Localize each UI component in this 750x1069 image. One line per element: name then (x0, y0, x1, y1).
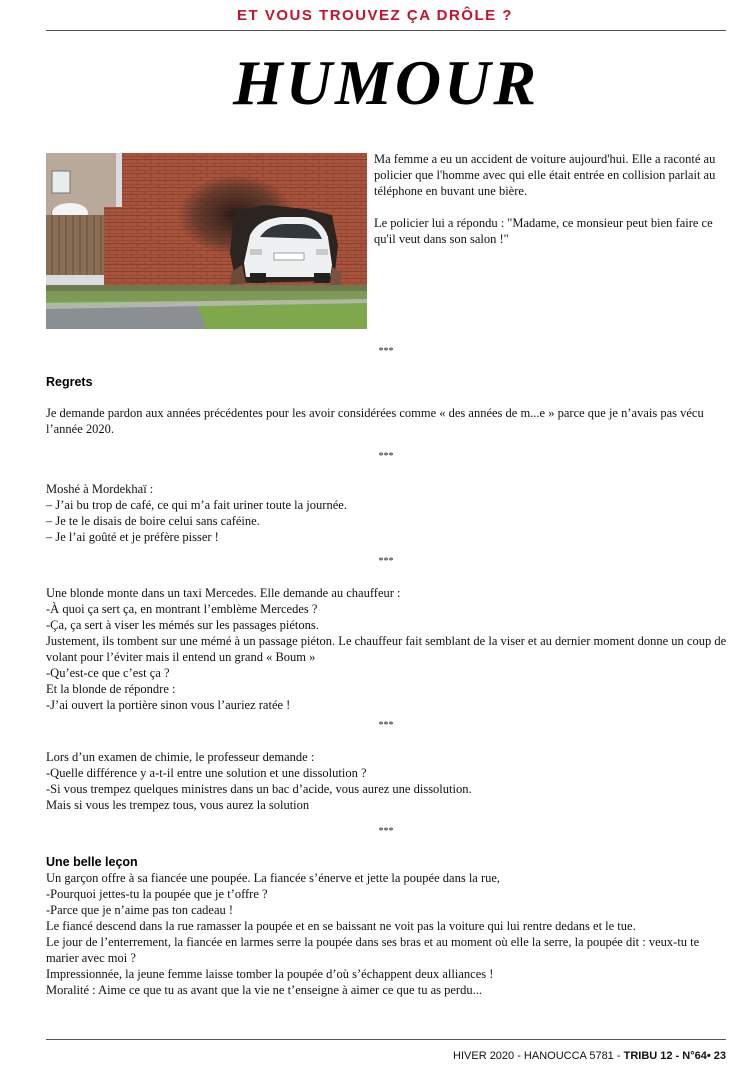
intro-text (374, 151, 720, 247)
joke-line: -Qu’est-ce que c’est ça ? (46, 666, 170, 680)
section-header: ET VOUS TROUVEZ ÇA DRÔLE ? (237, 7, 513, 24)
separator: *** (378, 826, 394, 837)
joke-line: Mais si vous les trempez tous, vous aurez la solution (46, 798, 310, 812)
footer-magazine: TRIBU 12 - N°64• 23 (623, 1050, 726, 1062)
joke-line: Un garçon offre à sa fiancée une poupée. La fiancée s’énerve et jette la poupée dans la rue, (46, 871, 501, 885)
intro-paragraph: Ma femme a eu un accident de voiture aujourd'hui. Elle a raconté au policier que l'homme avec qui elle était entrée en collision parlait au téléphone en buvant une bière. (374, 152, 716, 198)
joke-line: -J’ai ouvert la portière sinon vous l’auriez ratée ! (46, 698, 291, 712)
header-divider (46, 30, 726, 31)
footer-issue: HIVER 2020 - HANOUCCA 5781 - (453, 1050, 624, 1062)
joke-chimie (46, 749, 728, 813)
joke-line: -Pourquoi jettes-tu la poupée que je t’offre ? (46, 887, 268, 901)
joke-line: -Ça, ça sert à viser les mémés sur les passages piétons. (46, 618, 319, 632)
joke-line: Je demande pardon aux années précédentes pour les avoir considérées comme « des années de m...e » parce que je n’avais pas vécu l’année 2020. (46, 406, 704, 436)
footer (453, 1050, 726, 1062)
joke-lecon (46, 854, 728, 998)
joke-line: -À quoi ça sert ça, en montrant l’emblème Mercedes ? (46, 602, 318, 616)
joke-line: Lors d’un examen de chimie, le professeur demande : (46, 750, 315, 764)
joke-heading: Regrets (46, 375, 93, 389)
intro-paragraph: Le policier lui a répondu : "Madame, ce monsieur peut bien faire ce qu'il veut dans son salon !" (374, 216, 713, 246)
joke-line: Justement, ils tombent sur une mémé à un passage piéton. Le chauffeur fait semblant de la viser et au dernier moment donne un coup de volant pour l’éviter mais il entend un grand « Boum » (46, 634, 727, 664)
car-crash-photo (46, 153, 367, 329)
separator: *** (378, 346, 394, 357)
joke-line: -Quelle différence y a-t-il entre une solution et une dissolution ? (46, 766, 367, 780)
joke-line: – Je l’ai goûté et je préfère pisser ! (46, 530, 219, 544)
joke-line: Le jour de l’enterrement, la fiancée en larmes serre la poupée dans ses bras et au moment où elle la serre, la poupée dit : veux-tu te marier avec moi ? (46, 935, 700, 965)
joke-line: Le fiancé descend dans la rue ramasser la poupée et en se baissant ne voit pas la voiture qui lui rentre dedans et le tue. (46, 919, 636, 933)
joke-line: -Si vous trempez quelques ministres dans un bac d’acide, vous aurez une dissolution. (46, 782, 472, 796)
joke-line: -Parce que je n’aime pas ton cadeau ! (46, 903, 234, 917)
joke-line: – J’ai bu trop de café, ce qui m’a fait uriner toute la journée. (46, 498, 347, 512)
joke-line: Moralité : Aime ce que tu as avant que la vie ne t’enseigne à aimer ce que tu as perdu... (46, 983, 482, 997)
joke-regrets (46, 374, 728, 437)
page-title: HUMOUR (232, 47, 540, 118)
joke-line: – Je te le disais de boire celui sans caféine. (46, 514, 260, 528)
joke-line: Impressionnée, la jeune femme laisse tomber la poupée d’où s’échappent deux alliances ! (46, 967, 494, 981)
joke-blonde (46, 585, 728, 713)
joke-moshe (46, 481, 728, 545)
separator: *** (378, 720, 394, 731)
joke-line: Et la blonde de répondre : (46, 682, 176, 696)
car-crashed-into-brick-wall-photo-icon (46, 153, 367, 329)
separator: *** (378, 451, 394, 462)
joke-heading: Une belle leçon (46, 855, 138, 869)
joke-line: Moshé à Mordekhaï : (46, 482, 154, 496)
footer-divider (46, 1039, 726, 1040)
separator: *** (378, 556, 394, 567)
joke-line: Une blonde monte dans un taxi Mercedes. Elle demande au chauffeur : (46, 586, 401, 600)
